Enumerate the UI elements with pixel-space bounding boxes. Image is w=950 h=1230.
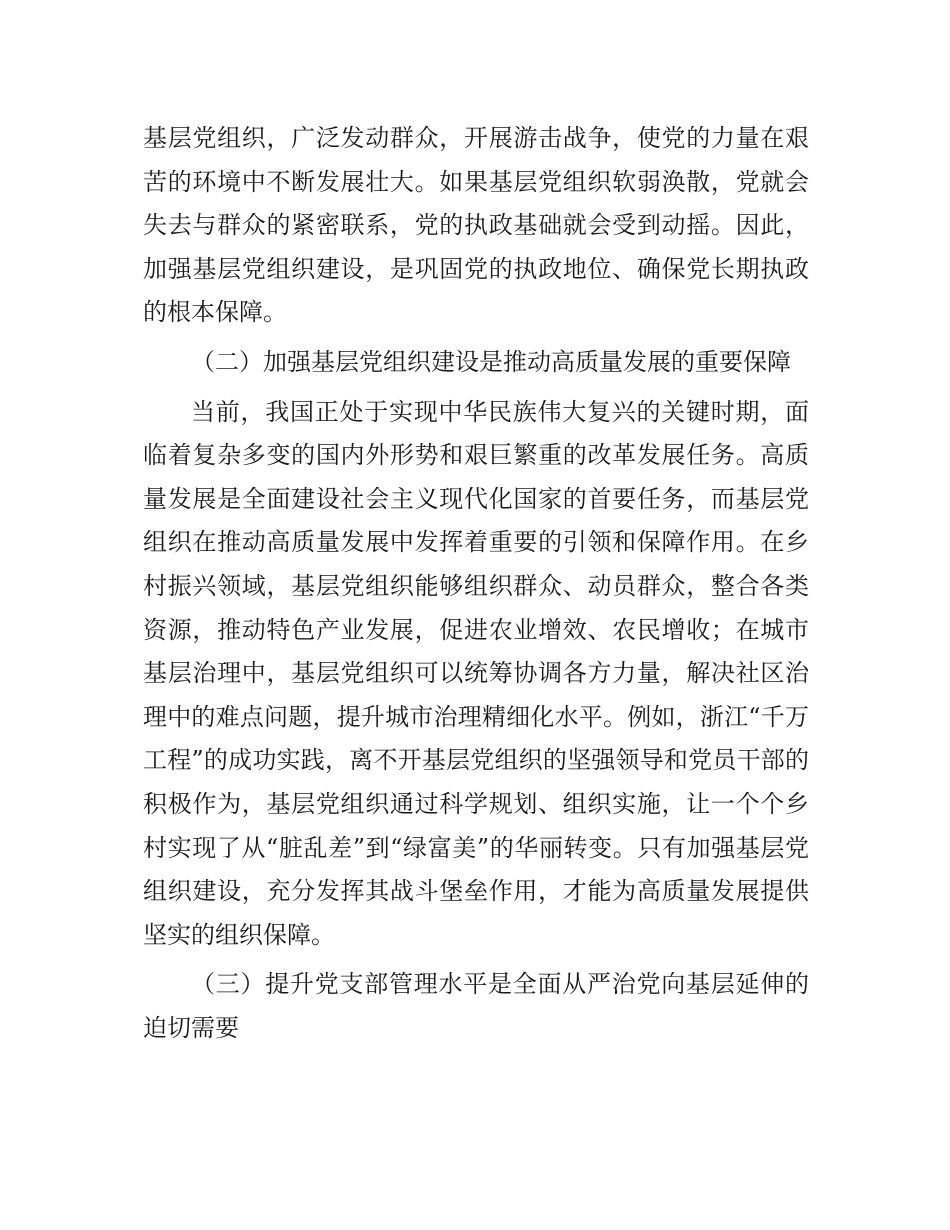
section-heading-2: （二）加强基层党组织建设是推动高质量发展的重要保障 [191, 347, 791, 376]
document-body [143, 117, 809, 1050]
paragraph-body: 当前，我国正处于实现中华民族伟大复兴的关键时期，面临着复杂多变的国内外形势和艰巨繁重的改革发展任务。高质量发展是全面建设社会主义现代化国家的首要任务，而基层党组织在推动高质量发展中发挥着重要的引领和保障作用。在乡村振兴领域，基层党组织能够组织群众、动员群众，整合各类资源，推动特色产业发展，促进农业增效、农民增收；在城市基层治理中，基层党组织可以统筹协调各方力量，解决社区治理中的难点问题，提升城市治理精细化水平。例如，浙江“千万工程”的成功实践，离不开基层党组织的坚强领导和党员干部的积极作为，基层党组织通过科学规划、组织实施，让一个个乡村实现了从“脏乱差”到“绿富美”的华丽转变。只有加强基层党组织建设，充分发挥其战斗堡垒作用，才能为高质量发展提供坚实的组织保障。 [143, 397, 809, 949]
section-heading-3: （三）提升党支部管理水平是全面从严治党向基层延伸的迫切需要 [143, 970, 809, 1042]
paragraph-continued: 基层党组织，广泛发动群众，开展游击战争，使党的力量在艰苦的环境中不断发展壮大。如果基层党组织软弱涣散，党就会失去与群众的紧密联系，党的执政基础就会受到动摇。因此，加强基层党组织建设，是巩固党的执政地位、确保党长期执政的根本保障。 [143, 124, 809, 327]
